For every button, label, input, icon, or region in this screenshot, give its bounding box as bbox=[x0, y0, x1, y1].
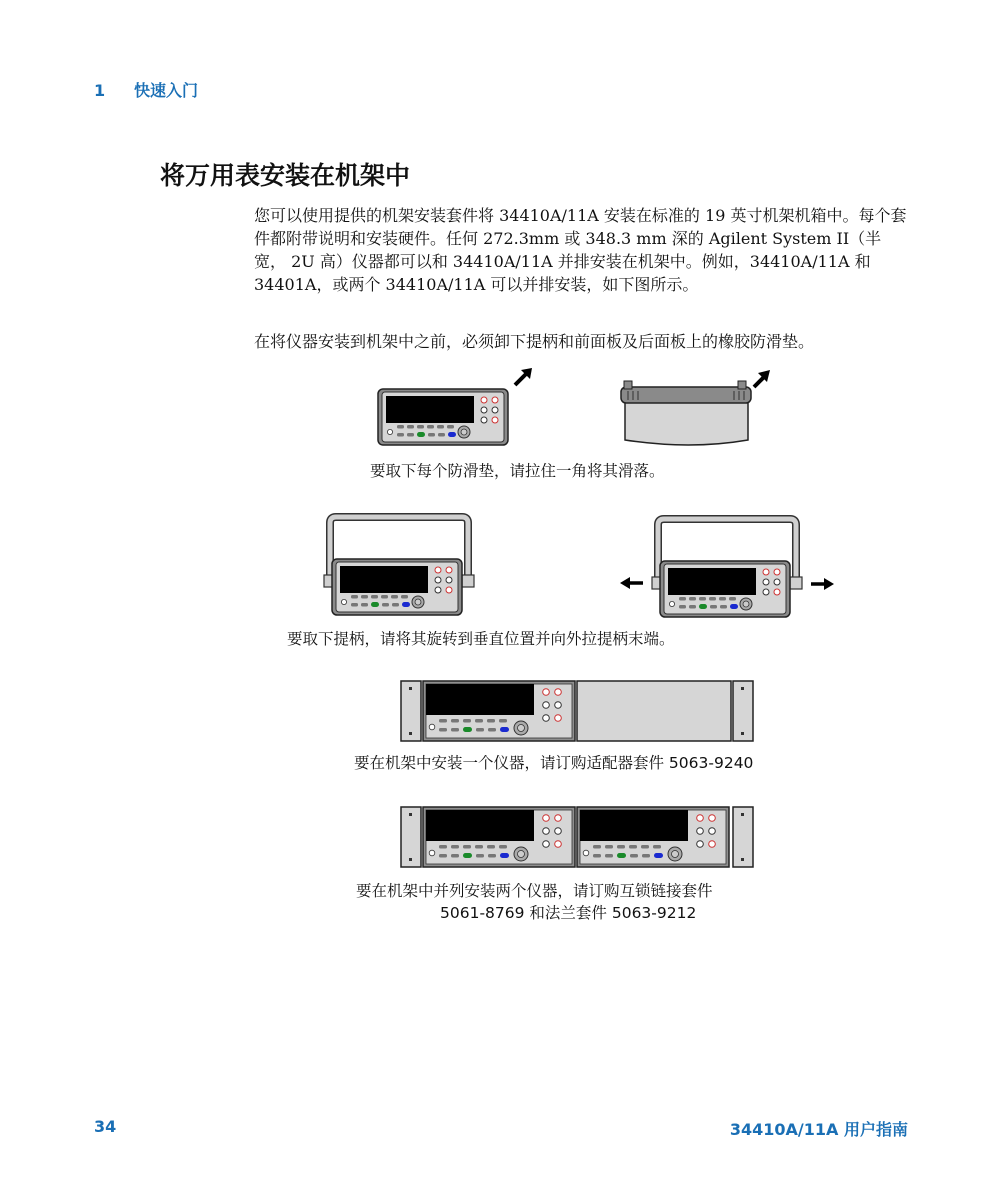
chapter-title: 快速入门 bbox=[134, 81, 199, 100]
figure-caption-bumpers: 要取下每个防滑垫，请拉住一角将其滑落。 bbox=[370, 462, 665, 480]
chapter-number: 1 bbox=[94, 81, 106, 100]
section-title: 将万用表安装在机架中 bbox=[160, 161, 411, 190]
figure-caption-dual-rack-line1: 要在机架中并列安装两个仪器，请订购互锁链接套件 bbox=[356, 882, 713, 900]
figure-caption-dual-rack-line2: 5061-8769 和法兰套件 5063-9212 bbox=[440, 904, 697, 922]
body-paragraph-2: 在将仪器安装到机架中之前，必须卸下提柄和前面板及后面板上的橡胶防滑垫。 bbox=[254, 332, 815, 351]
footer-doc-title: 34410A/11A 用户指南 bbox=[729, 1120, 908, 1139]
page-number: 34 bbox=[94, 1117, 117, 1136]
figure-handle-removal bbox=[324, 517, 834, 617]
figure-caption-single-rack: 要在机架中安装一个仪器，请订购适配器套件 5063-9240 bbox=[354, 754, 754, 772]
body-paragraph-1: 您可以使用提供的机架安装套件将 34410A/11A 安装在标准的 19 英寸机架机箱中。每个套件都附带说明和安装硬件。任何 272.3mm 或 348.3 mm 深的 Agilent System II（半宽， 2U 高）仪器都可以和 34410A/11A 并排安装在机架中。例如，34410A/11A 和 34401A，或两个 34410A/11A 可以并排安装，如下图所示。 bbox=[254, 206, 907, 294]
figure-caption-handle: 要取下提柄，请将其旋转到垂直位置并向外拉提柄末端。 bbox=[287, 630, 675, 648]
figure-bumper-removal bbox=[378, 368, 770, 445]
side-view-instrument bbox=[621, 381, 751, 445]
figure-dual-rack-mount bbox=[401, 807, 753, 867]
figure-single-rack-mount bbox=[401, 681, 753, 741]
